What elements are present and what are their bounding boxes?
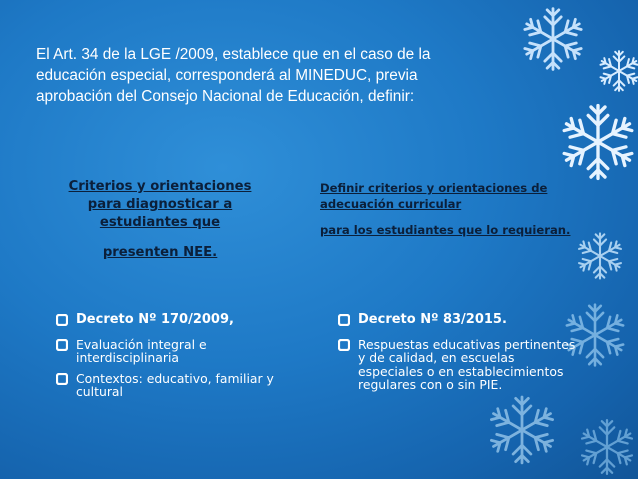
square-bullet-icon — [56, 314, 68, 326]
square-bullet-icon — [56, 339, 68, 351]
bullet-text: Evaluación integral e interdisciplinaria — [76, 336, 207, 365]
list-item — [54, 338, 284, 365]
left-heading-line: presenten NEE. — [102, 245, 218, 260]
snowflake-icon — [576, 416, 638, 478]
left-heading-line: Criterios y orientaciones — [68, 179, 252, 194]
intro-paragraph — [36, 44, 556, 107]
bullet-text: Contextos: educativo, familiar y cultural — [76, 370, 274, 399]
bullet-text: Decreto Nº 170/2009, — [76, 312, 234, 327]
intro-line: El Art. 34 de la LGE /2009, establece que en el caso de la — [36, 46, 431, 63]
list-item — [54, 313, 284, 327]
right-heading — [320, 180, 610, 238]
list-item — [336, 313, 576, 327]
intro-line: educación especial, corresponderá al MINEDUC, previa — [36, 67, 418, 84]
square-bullet-icon — [56, 373, 68, 385]
bullet-text: Decreto Nº 83/2015. — [358, 312, 507, 327]
left-heading-line: estudiantes que — [99, 215, 221, 230]
square-bullet-icon — [338, 339, 350, 351]
square-bullet-icon — [338, 314, 350, 326]
left-heading-line: para diagnosticar a — [87, 197, 233, 212]
list-item — [54, 372, 284, 399]
bullet-text: Respuestas educativas pertinentes y de calidad, en escuelas especiales o en establecimientos regulares con o sin PIE. — [358, 336, 576, 392]
snowflake-icon — [596, 48, 638, 94]
left-heading — [44, 178, 276, 262]
snowflake-icon — [556, 100, 638, 184]
right-bullet-list — [336, 313, 576, 399]
right-heading-paragraph: para los estudiantes que lo requieran. — [320, 223, 571, 237]
snowflake-icon — [484, 392, 560, 468]
left-bullet-list — [54, 313, 284, 406]
right-heading-paragraph: Definir criterios y orientaciones de adecuación curricular — [320, 181, 548, 211]
list-item — [336, 338, 576, 392]
intro-line: aprobación del Consejo Nacional de Educación, definir: — [36, 88, 415, 105]
